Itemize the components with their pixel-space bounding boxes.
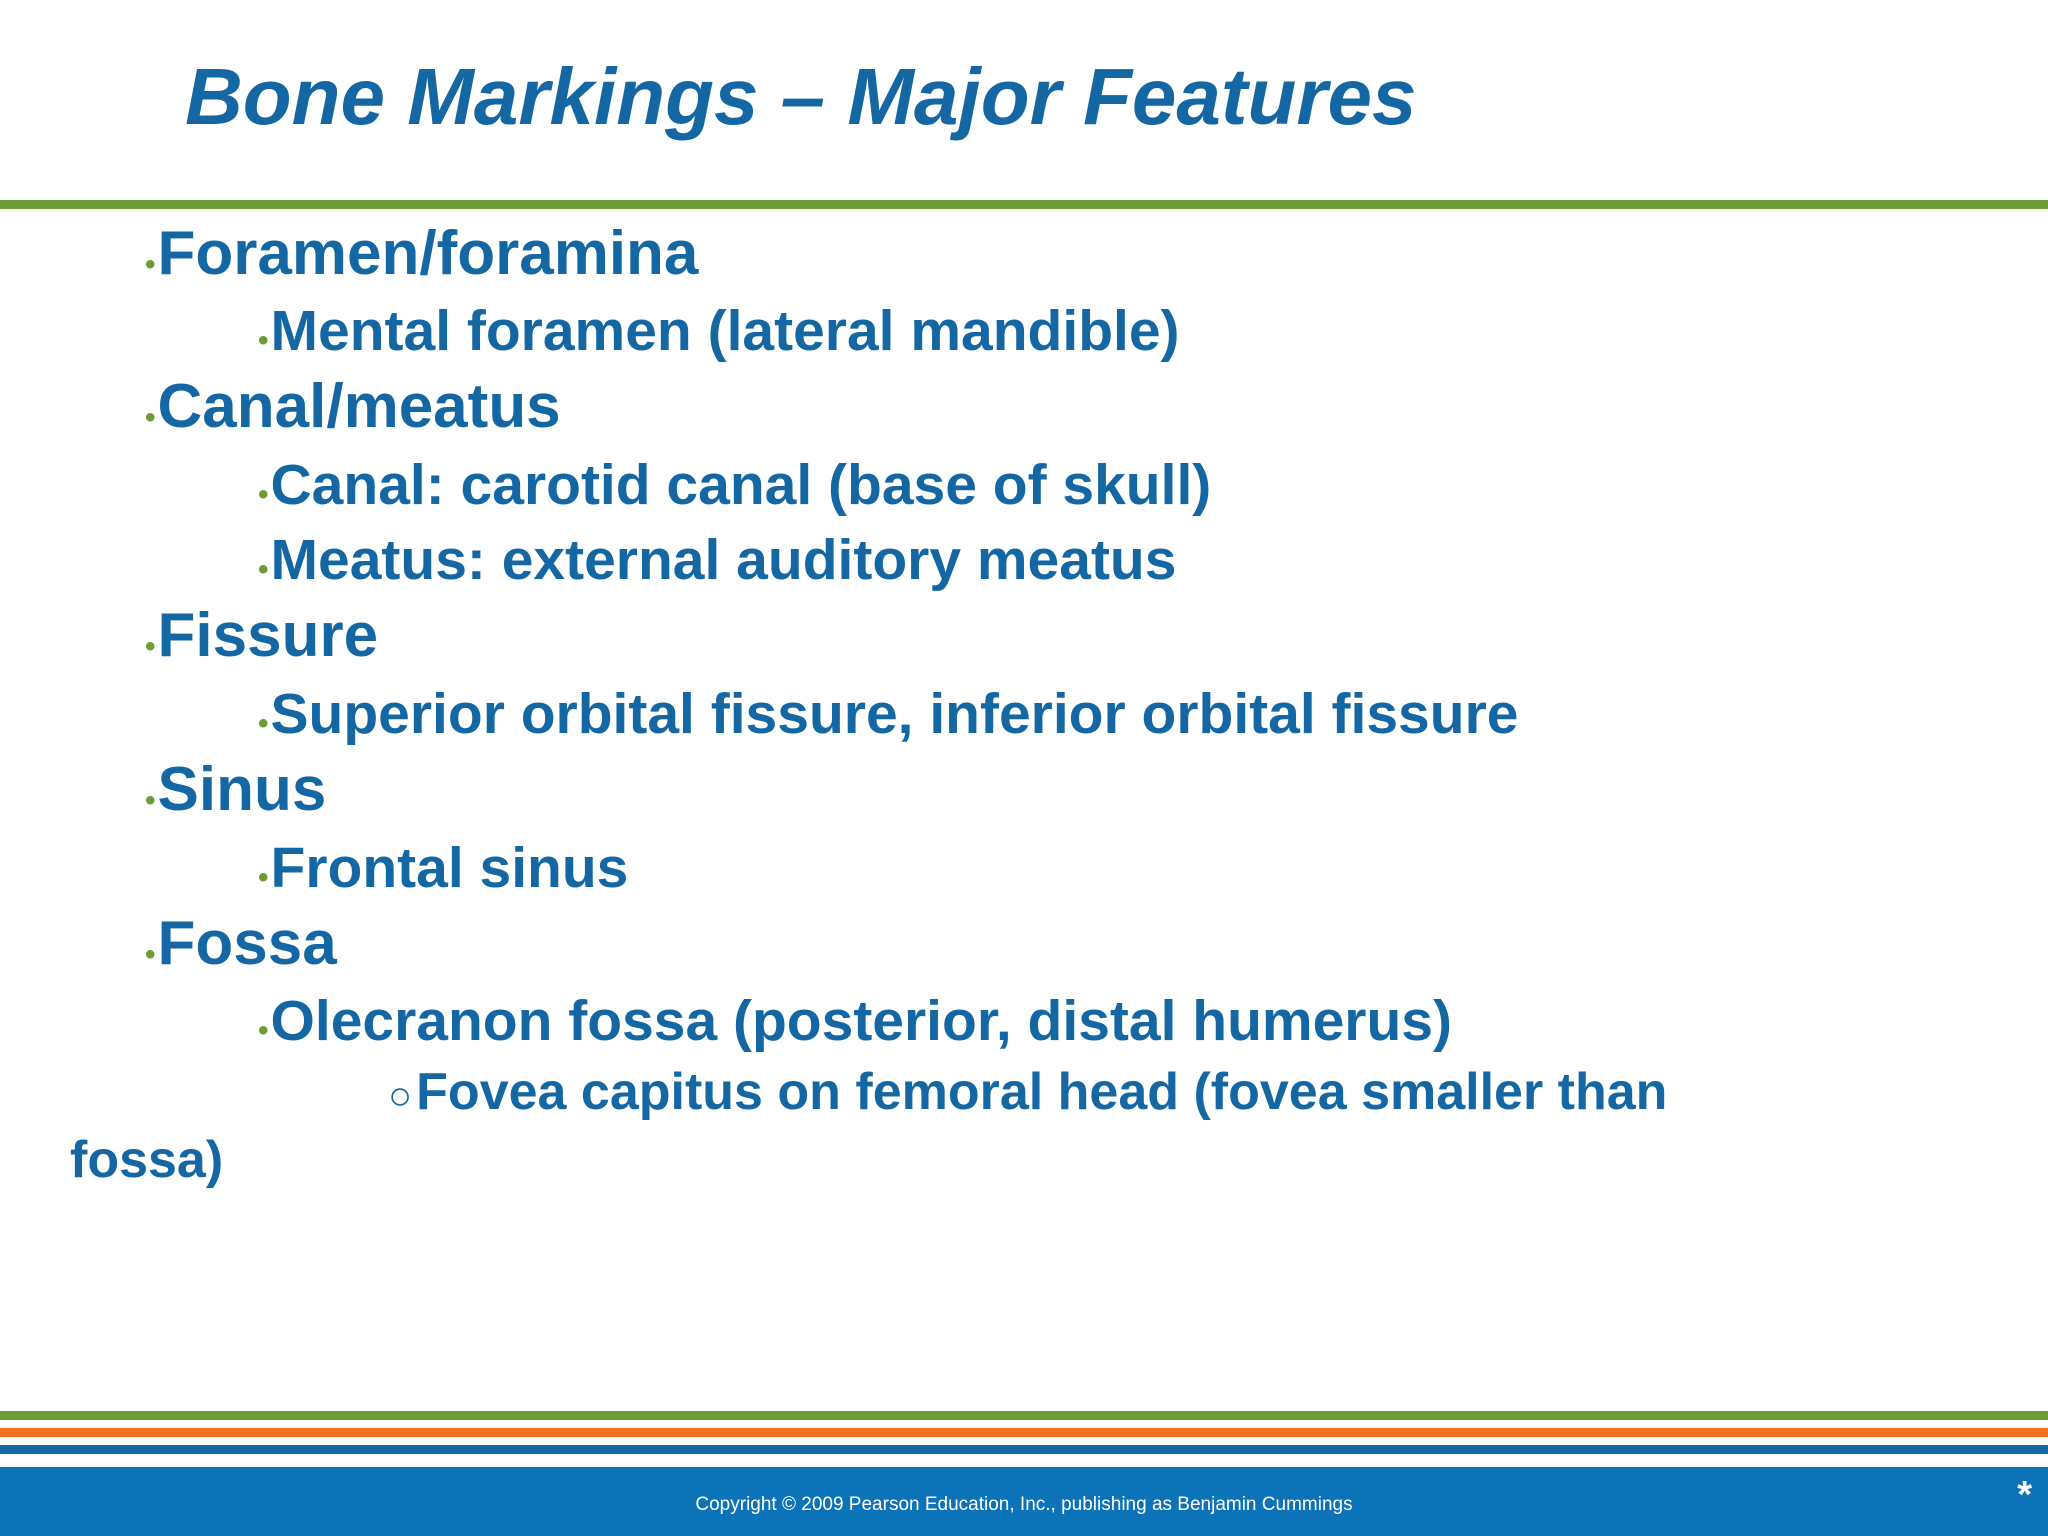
title-divider — [0, 200, 2048, 209]
list-item-text: Foramen/foramina — [157, 219, 699, 288]
list-item — [258, 298, 1180, 374]
slide-number-mark: * — [2017, 1474, 2032, 1516]
list-item — [258, 527, 1176, 603]
bullet-icon: • — [258, 707, 269, 740]
list-item — [145, 908, 337, 991]
bullet-icon: • — [258, 478, 269, 511]
bullet-icon: • — [258, 553, 269, 586]
bullet-icon: • — [258, 324, 269, 357]
list-item — [145, 371, 561, 454]
footer-bar — [0, 1467, 2048, 1536]
list-item-text: Canal/meatus — [157, 372, 561, 441]
list-item — [145, 754, 326, 837]
list-item — [258, 835, 628, 911]
slide-title: Bone Markings – Major Features — [185, 52, 1417, 141]
list-item — [258, 452, 1211, 528]
list-item — [388, 1062, 1667, 1126]
footer-stripe-orange — [0, 1428, 2048, 1437]
footer-stripe-green — [0, 1411, 2048, 1420]
copyright-text: Copyright © 2009 Pearson Education, Inc., publishing as Benjamin Cummings — [695, 1494, 1353, 1515]
bullet-icon: • — [145, 938, 156, 971]
list-item-text: Fossa — [157, 909, 337, 978]
bullet-icon: • — [258, 861, 269, 894]
list-item-text: Canal: carotid canal (base of skull) — [270, 453, 1212, 517]
list-item-text: Sinus — [157, 755, 327, 824]
bullet-icon: • — [258, 1014, 269, 1047]
footer-stripe-blue — [0, 1445, 2048, 1454]
list-item — [145, 218, 698, 301]
list-item — [258, 988, 1452, 1064]
list-item-text: Fissure — [157, 601, 379, 670]
bullet-icon: • — [145, 784, 156, 817]
list-item — [258, 681, 1518, 757]
hollow-bullet-icon: ○ — [388, 1074, 413, 1118]
list-item-text: Superior orbital fissure, inferior orbital fissure — [270, 682, 1519, 746]
list-item-text: Frontal sinus — [270, 836, 629, 900]
bullet-icon: • — [145, 630, 156, 663]
list-item-text: Olecranon fossa (posterior, distal humerus) — [270, 989, 1452, 1053]
list-item-text: Meatus: external auditory meatus — [270, 528, 1177, 592]
list-item — [145, 600, 378, 683]
bullet-icon: • — [145, 401, 156, 434]
bullet-icon: • — [145, 248, 156, 281]
list-item-continuation: fossa) — [70, 1131, 224, 1189]
list-item-text: Mental foramen (lateral mandible) — [270, 299, 1180, 363]
list-item-text: Fovea capitus on femoral head (fovea smaller than — [416, 1063, 1668, 1121]
